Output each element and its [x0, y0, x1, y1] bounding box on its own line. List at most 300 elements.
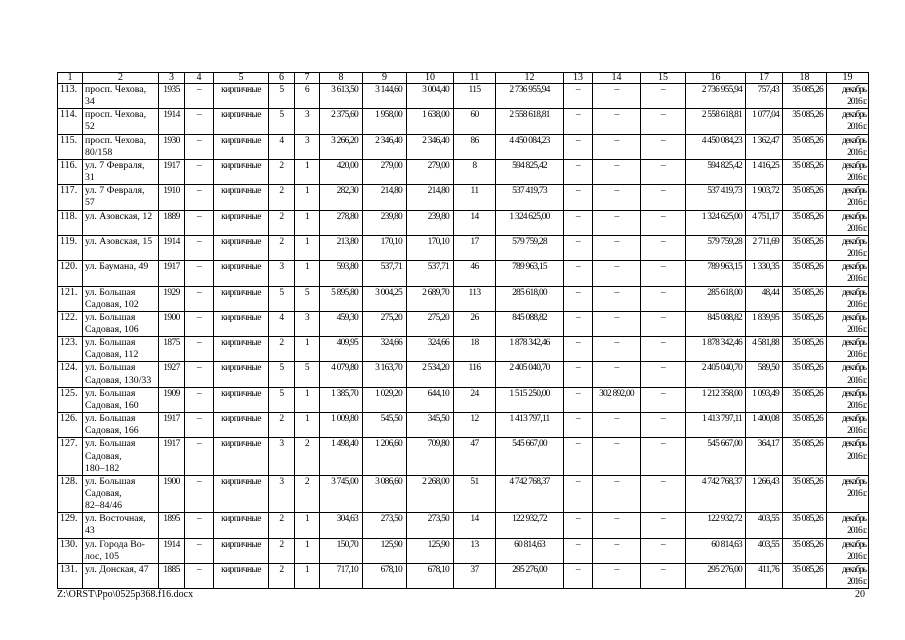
- table-cell-col-19: декабрь 2016 г.: [827, 475, 869, 512]
- table-cell-col-15: –: [641, 538, 686, 563]
- table-cell-col-5: кирпичные: [214, 185, 269, 210]
- table-cell-col-18: 35 085,26: [783, 109, 827, 134]
- table-cell-col-3: 1885: [159, 563, 185, 588]
- table-cell-col-12: 845 088,82: [496, 311, 564, 336]
- table-cell-col-5: кирпичные: [214, 261, 269, 286]
- table-cell-col-9: 3 086,60: [363, 475, 407, 512]
- table-cell-col-15: –: [641, 84, 686, 109]
- table-cell-col-16: 4 450 084,23: [686, 134, 746, 159]
- table-cell-col-6: 2: [269, 185, 295, 210]
- table-cell-col-9: 214,80: [363, 185, 407, 210]
- table-cell-col-7: 1: [295, 337, 320, 362]
- table-cell-col-19: декабрь 2016 г.: [827, 210, 869, 235]
- table-cell-col-11: 60: [454, 109, 496, 134]
- table-cell-col-14: –: [593, 438, 641, 475]
- table-cell-col-17: 1 903,72: [746, 185, 783, 210]
- table-cell-col-18: 35 085,26: [783, 362, 827, 387]
- table-cell-col-3: 1917: [159, 159, 185, 184]
- table-cell-col-15: –: [641, 563, 686, 588]
- table-cell-col-14: –: [593, 235, 641, 260]
- table-cell-col-9: 275,20: [363, 311, 407, 336]
- table-cell-col-19: декабрь 2016 г.: [827, 538, 869, 563]
- table-cell-col-19: декабрь 2016 г.: [827, 362, 869, 387]
- table-cell-col-6: 5: [269, 387, 295, 412]
- table-cell-col-5: кирпичные: [214, 438, 269, 475]
- table-cell-col-6: 5: [269, 286, 295, 311]
- table-cell-col-16: 122 932,72: [686, 513, 746, 538]
- table-cell-col-18: 35 085,26: [783, 185, 827, 210]
- table-cell-col-7: 3: [295, 134, 320, 159]
- table-cell-col-2: ул. 7 Февраля, 31: [83, 159, 159, 184]
- table-cell-col-14: –: [593, 563, 641, 588]
- table-cell-col-14: –: [593, 84, 641, 109]
- table-cell-col-8: 5 895,80: [320, 286, 363, 311]
- table-cell-col-8: 4 079,80: [320, 362, 363, 387]
- table-cell-col-14: –: [593, 286, 641, 311]
- table-cell-col-4: –: [185, 311, 214, 336]
- table-cell-col-18: 35 085,26: [783, 84, 827, 109]
- table-cell-col-15: –: [641, 185, 686, 210]
- table-cell-col-1: 122.: [58, 311, 83, 336]
- table-cell-col-19: декабрь 2016 г.: [827, 337, 869, 362]
- table-cell-col-17: 1 330,35: [746, 261, 783, 286]
- table-cell-col-9: 125,90: [363, 538, 407, 563]
- table-cell-col-7: 6: [295, 84, 320, 109]
- table-cell-col-8: 409,95: [320, 337, 363, 362]
- table-cell-col-1: 118.: [58, 210, 83, 235]
- table-cell-col-6: 4: [269, 311, 295, 336]
- table-cell-col-4: –: [185, 210, 214, 235]
- table-row: [58, 563, 869, 588]
- table-cell-col-13: –: [564, 311, 593, 336]
- table-cell-col-3: 1875: [159, 337, 185, 362]
- table-cell-col-2: просп. Чехова, 34: [83, 84, 159, 109]
- table-cell-col-2: ул. Восточная, 43: [83, 513, 159, 538]
- table-row: [58, 261, 869, 286]
- table-cell-col-6: 2: [269, 210, 295, 235]
- table-cell-col-14: –: [593, 159, 641, 184]
- table-cell-col-19: декабрь 2016 г.: [827, 159, 869, 184]
- table-cell-col-6: 2: [269, 337, 295, 362]
- table-cell-col-14: –: [593, 210, 641, 235]
- table-cell-col-11: 46: [454, 261, 496, 286]
- table-cell-col-9: 273,50: [363, 513, 407, 538]
- table-cell-col-7: 1: [295, 513, 320, 538]
- table-cell-col-7: 1: [295, 210, 320, 235]
- table-cell-col-15: –: [641, 210, 686, 235]
- table-header-cell-col-7: 7: [295, 73, 320, 84]
- table-cell-col-8: 3 745,00: [320, 475, 363, 512]
- table-cell-col-13: –: [564, 134, 593, 159]
- table-cell-col-11: 116: [454, 362, 496, 387]
- table-cell-col-4: –: [185, 109, 214, 134]
- table-header-cell-col-15: 15: [641, 73, 686, 84]
- table-cell-col-2: ул. Большая Садовая, 166: [83, 413, 159, 438]
- table-cell-col-12: 1 878 342,46: [496, 337, 564, 362]
- table-cell-col-18: 35 085,26: [783, 311, 827, 336]
- table-cell-col-4: –: [185, 387, 214, 412]
- table-cell-col-12: 545 667,00: [496, 438, 564, 475]
- table-cell-col-17: 2 711,69: [746, 235, 783, 260]
- table-cell-col-10: 3 004,40: [407, 84, 454, 109]
- table-cell-col-10: 678,10: [407, 563, 454, 588]
- table-cell-col-4: –: [185, 84, 214, 109]
- table-cell-col-8: 1 009,80: [320, 413, 363, 438]
- table-cell-col-12: 1 515 250,00: [496, 387, 564, 412]
- table-cell-col-1: 124.: [58, 362, 83, 387]
- table-cell-col-2: ул. Города Во- лос, 105: [83, 538, 159, 563]
- table-cell-col-8: 282,30: [320, 185, 363, 210]
- table-cell-col-5: кирпичные: [214, 337, 269, 362]
- table-cell-col-15: –: [641, 134, 686, 159]
- table-cell-col-10: 2 346,40: [407, 134, 454, 159]
- table-cell-col-11: 37: [454, 563, 496, 588]
- table-cell-col-18: 35 085,26: [783, 261, 827, 286]
- table-cell-col-4: –: [185, 134, 214, 159]
- table-cell-col-2: ул. Донская, 47: [83, 563, 159, 588]
- table-cell-col-8: 2 375,60: [320, 109, 363, 134]
- table-cell-col-16: 537 419,73: [686, 185, 746, 210]
- table-header-cell-col-5: 5: [214, 73, 269, 84]
- table-cell-col-4: –: [185, 475, 214, 512]
- table-cell-col-16: 789 963,15: [686, 261, 746, 286]
- table-cell-col-2: ул. Азовская, 12: [83, 210, 159, 235]
- table-cell-col-9: 3 004,25: [363, 286, 407, 311]
- table-cell-col-19: декабрь 2016 г.: [827, 286, 869, 311]
- table-cell-col-10: 1 638,00: [407, 109, 454, 134]
- table-cell-col-18: 35 085,26: [783, 387, 827, 412]
- table-cell-col-7: 1: [295, 538, 320, 563]
- table-cell-col-6: 5: [269, 84, 295, 109]
- table-cell-col-12: 537 419,73: [496, 185, 564, 210]
- table-cell-col-4: –: [185, 261, 214, 286]
- table-cell-col-18: 35 085,26: [783, 235, 827, 260]
- table-row: [58, 475, 869, 512]
- table-cell-col-18: 35 085,26: [783, 513, 827, 538]
- table-cell-col-6: 2: [269, 513, 295, 538]
- table-cell-col-9: 3 144,60: [363, 84, 407, 109]
- table-cell-col-8: 420,00: [320, 159, 363, 184]
- footer-file-path: Z:\ORST\Ppo\0525p368.f16.docx: [57, 589, 194, 600]
- table-cell-col-12: 122 932,72: [496, 513, 564, 538]
- table-cell-col-16: 1 878 342,46: [686, 337, 746, 362]
- table-cell-col-10: 709,80: [407, 438, 454, 475]
- table-cell-col-16: 295 276,00: [686, 563, 746, 588]
- table-cell-col-2: ул. Большая Садовая, 112: [83, 337, 159, 362]
- table-cell-col-12: 2 736 955,94: [496, 84, 564, 109]
- table-cell-col-2: просп. Чехова, 52: [83, 109, 159, 134]
- table-cell-col-6: 3: [269, 438, 295, 475]
- table-cell-col-12: 1 324 625,00: [496, 210, 564, 235]
- table-cell-col-12: 789 963,15: [496, 261, 564, 286]
- table-cell-col-9: 279,00: [363, 159, 407, 184]
- table-cell-col-14: –: [593, 475, 641, 512]
- table-cell-col-15: –: [641, 413, 686, 438]
- table-cell-col-3: 1889: [159, 210, 185, 235]
- table-cell-col-7: 3: [295, 109, 320, 134]
- table-cell-col-10: 279,00: [407, 159, 454, 184]
- table-cell-col-5: кирпичные: [214, 235, 269, 260]
- table-cell-col-3: 1917: [159, 413, 185, 438]
- table-cell-col-3: 1927: [159, 362, 185, 387]
- table-cell-col-16: 1 413 797,11: [686, 413, 746, 438]
- table-cell-col-11: 14: [454, 513, 496, 538]
- table-row: [58, 134, 869, 159]
- table-cell-col-11: 115: [454, 84, 496, 109]
- table-header-cell-col-11: 11: [454, 73, 496, 84]
- table-cell-col-7: 3: [295, 311, 320, 336]
- table-cell-col-7: 1: [295, 413, 320, 438]
- table-cell-col-1: 129.: [58, 513, 83, 538]
- table-cell-col-17: 1 077,04: [746, 109, 783, 134]
- table-cell-col-12: 4 450 084,23: [496, 134, 564, 159]
- table-cell-col-4: –: [185, 337, 214, 362]
- table-cell-col-4: –: [185, 413, 214, 438]
- table-cell-col-18: 35 085,26: [783, 475, 827, 512]
- table-cell-col-5: кирпичные: [214, 311, 269, 336]
- table-cell-col-12: 594 825,42: [496, 159, 564, 184]
- table-cell-col-7: 1: [295, 185, 320, 210]
- table-cell-col-6: 3: [269, 475, 295, 512]
- table-cell-col-7: 1: [295, 387, 320, 412]
- table-cell-col-14: –: [593, 337, 641, 362]
- table-cell-col-3: 1935: [159, 84, 185, 109]
- table-row: [58, 185, 869, 210]
- table-row: [58, 235, 869, 260]
- table-cell-col-9: 1 206,60: [363, 438, 407, 475]
- table-cell-col-16: 579 759,28: [686, 235, 746, 260]
- table-header-row: [58, 73, 869, 84]
- table-cell-col-5: кирпичные: [214, 159, 269, 184]
- table-cell-col-8: 459,30: [320, 311, 363, 336]
- table-cell-col-11: 26: [454, 311, 496, 336]
- table-row: [58, 387, 869, 412]
- table-cell-col-11: 14: [454, 210, 496, 235]
- table-cell-col-7: 1: [295, 159, 320, 184]
- table-cell-col-1: 130.: [58, 538, 83, 563]
- table-cell-col-9: 239,80: [363, 210, 407, 235]
- table-cell-col-2: ул. Большая Садовая, 160: [83, 387, 159, 412]
- table-cell-col-2: ул. Большая Садовая, 180–182: [83, 438, 159, 475]
- table-cell-col-5: кирпичные: [214, 538, 269, 563]
- buildings-table: [57, 72, 869, 589]
- table-cell-col-9: 1 958,00: [363, 109, 407, 134]
- table-cell-col-13: –: [564, 235, 593, 260]
- table-cell-col-3: 1914: [159, 109, 185, 134]
- table-cell-col-16: 285 618,00: [686, 286, 746, 311]
- table-cell-col-10: 2 689,70: [407, 286, 454, 311]
- table-cell-col-3: 1917: [159, 261, 185, 286]
- table-cell-col-13: –: [564, 438, 593, 475]
- table-cell-col-6: 2: [269, 563, 295, 588]
- table-cell-col-17: 403,55: [746, 538, 783, 563]
- table-cell-col-15: –: [641, 235, 686, 260]
- table-cell-col-18: 35 085,26: [783, 563, 827, 588]
- table-cell-col-8: 593,80: [320, 261, 363, 286]
- table-cell-col-10: 239,80: [407, 210, 454, 235]
- table-cell-col-3: 1900: [159, 311, 185, 336]
- table-cell-col-1: 116.: [58, 159, 83, 184]
- table-cell-col-15: –: [641, 109, 686, 134]
- table-cell-col-9: 537,71: [363, 261, 407, 286]
- table-cell-col-14: –: [593, 134, 641, 159]
- table-cell-col-8: 278,80: [320, 210, 363, 235]
- table-row: [58, 311, 869, 336]
- table-cell-col-1: 123.: [58, 337, 83, 362]
- table-cell-col-12: 295 276,00: [496, 563, 564, 588]
- table-cell-col-11: 17: [454, 235, 496, 260]
- table-cell-col-13: –: [564, 286, 593, 311]
- table-cell-col-19: декабрь 2016 г.: [827, 235, 869, 260]
- table-row: [58, 413, 869, 438]
- table-cell-col-18: 35 085,26: [783, 286, 827, 311]
- table-cell-col-11: 113: [454, 286, 496, 311]
- table-cell-col-7: 5: [295, 362, 320, 387]
- table-cell-col-14: –: [593, 311, 641, 336]
- table-header-cell-col-2: 2: [83, 73, 159, 84]
- table-cell-col-1: 131.: [58, 563, 83, 588]
- table-cell-col-15: –: [641, 159, 686, 184]
- table-row: [58, 538, 869, 563]
- table-cell-col-13: –: [564, 563, 593, 588]
- table-cell-col-14: –: [593, 413, 641, 438]
- table-header-cell-col-14: 14: [593, 73, 641, 84]
- table-header-cell-col-17: 17: [746, 73, 783, 84]
- table-cell-col-9: 324,66: [363, 337, 407, 362]
- table-cell-col-8: 150,70: [320, 538, 363, 563]
- table-cell-col-11: 47: [454, 438, 496, 475]
- table-cell-col-2: ул. Большая Садовая, 82–84/46: [83, 475, 159, 512]
- table-cell-col-3: 1930: [159, 134, 185, 159]
- table-cell-col-5: кирпичные: [214, 513, 269, 538]
- table-cell-col-4: –: [185, 563, 214, 588]
- table-cell-col-13: –: [564, 362, 593, 387]
- table-cell-col-2: ул. Баумана, 49: [83, 261, 159, 286]
- table-cell-col-8: 717,10: [320, 563, 363, 588]
- table-cell-col-4: –: [185, 538, 214, 563]
- table-cell-col-15: –: [641, 387, 686, 412]
- table-cell-col-16: 545 667,00: [686, 438, 746, 475]
- table-cell-col-2: ул. Большая Садовая, 130/33: [83, 362, 159, 387]
- table-cell-col-2: ул. Азовская, 15: [83, 235, 159, 260]
- table-header-cell-col-12: 12: [496, 73, 564, 84]
- table-cell-col-4: –: [185, 286, 214, 311]
- table-cell-col-10: 644,10: [407, 387, 454, 412]
- table-cell-col-1: 121.: [58, 286, 83, 311]
- table-cell-col-1: 113.: [58, 84, 83, 109]
- table-cell-col-11: 86: [454, 134, 496, 159]
- table-row: [58, 84, 869, 109]
- table-cell-col-13: –: [564, 475, 593, 512]
- table-cell-col-10: 324,66: [407, 337, 454, 362]
- table-cell-col-16: 2 558 618,81: [686, 109, 746, 134]
- table-row: [58, 513, 869, 538]
- table-cell-col-18: 35 085,26: [783, 438, 827, 475]
- table-cell-col-6: 2: [269, 159, 295, 184]
- table-header-cell-col-13: 13: [564, 73, 593, 84]
- table-cell-col-10: 537,71: [407, 261, 454, 286]
- table-cell-col-17: 4 581,88: [746, 337, 783, 362]
- table-cell-col-1: 114.: [58, 109, 83, 134]
- table-cell-col-17: 4 751,17: [746, 210, 783, 235]
- table-cell-col-12: 1 413 797,11: [496, 413, 564, 438]
- table-cell-col-17: 364,17: [746, 438, 783, 475]
- table-cell-col-17: 1 416,25: [746, 159, 783, 184]
- table-cell-col-10: 170,10: [407, 235, 454, 260]
- table-cell-col-17: 1 400,08: [746, 413, 783, 438]
- table-cell-col-11: 18: [454, 337, 496, 362]
- table-cell-col-12: 2 558 618,81: [496, 109, 564, 134]
- table-header-cell-col-18: 18: [783, 73, 827, 84]
- table-cell-col-14: –: [593, 261, 641, 286]
- table-cell-col-18: 35 085,26: [783, 337, 827, 362]
- table-cell-col-3: 1929: [159, 286, 185, 311]
- table-cell-col-14: –: [593, 513, 641, 538]
- table-header-cell-col-6: 6: [269, 73, 295, 84]
- table-cell-col-16: 1 212 358,00: [686, 387, 746, 412]
- table-cell-col-19: декабрь 2016 г.: [827, 513, 869, 538]
- table-cell-col-13: –: [564, 387, 593, 412]
- table-cell-col-17: 48,44: [746, 286, 783, 311]
- table-cell-col-1: 126.: [58, 413, 83, 438]
- table-cell-col-17: 411,76: [746, 563, 783, 588]
- table-cell-col-10: 273,50: [407, 513, 454, 538]
- table-cell-col-5: кирпичные: [214, 413, 269, 438]
- table-header-cell-col-19: 19: [827, 73, 869, 84]
- table-cell-col-1: 115.: [58, 134, 83, 159]
- table-cell-col-5: кирпичные: [214, 362, 269, 387]
- table-cell-col-4: –: [185, 513, 214, 538]
- table-cell-col-16: 2 736 955,94: [686, 84, 746, 109]
- table-cell-col-15: –: [641, 261, 686, 286]
- table-cell-col-8: 304,63: [320, 513, 363, 538]
- table-cell-col-7: 5: [295, 286, 320, 311]
- table-cell-col-2: просп. Чехова, 80/158: [83, 134, 159, 159]
- table-cell-col-5: кирпичные: [214, 286, 269, 311]
- table-cell-col-7: 1: [295, 235, 320, 260]
- table-cell-col-5: кирпичные: [214, 109, 269, 134]
- table-cell-col-19: декабрь 2016 г.: [827, 84, 869, 109]
- table-cell-col-16: 60 814,63: [686, 538, 746, 563]
- table-cell-col-14: –: [593, 538, 641, 563]
- table-cell-col-3: 1914: [159, 235, 185, 260]
- table-body: [58, 84, 869, 589]
- table-cell-col-14: –: [593, 185, 641, 210]
- table-cell-col-6: 2: [269, 413, 295, 438]
- table-cell-col-15: –: [641, 337, 686, 362]
- table-cell-col-16: 594 825,42: [686, 159, 746, 184]
- table-cell-col-1: 117.: [58, 185, 83, 210]
- table-cell-col-15: –: [641, 362, 686, 387]
- table-cell-col-1: 127.: [58, 438, 83, 475]
- table-cell-col-7: 2: [295, 475, 320, 512]
- table-cell-col-14: 302 892,00: [593, 387, 641, 412]
- table-header-cell-col-16: 16: [686, 73, 746, 84]
- table-cell-col-9: 1 029,20: [363, 387, 407, 412]
- table-cell-col-19: декабрь 2016 г.: [827, 185, 869, 210]
- table-cell-col-16: 1 324 625,00: [686, 210, 746, 235]
- table-cell-col-4: –: [185, 362, 214, 387]
- table-cell-col-16: 2 405 040,70: [686, 362, 746, 387]
- table-cell-col-5: кирпичные: [214, 475, 269, 512]
- table-cell-col-9: 170,10: [363, 235, 407, 260]
- table-cell-col-9: 678,10: [363, 563, 407, 588]
- table-cell-col-12: 285 618,00: [496, 286, 564, 311]
- table-cell-col-19: декабрь 2016 г.: [827, 109, 869, 134]
- table-row: [58, 337, 869, 362]
- table-cell-col-13: –: [564, 261, 593, 286]
- table-cell-col-12: 579 759,28: [496, 235, 564, 260]
